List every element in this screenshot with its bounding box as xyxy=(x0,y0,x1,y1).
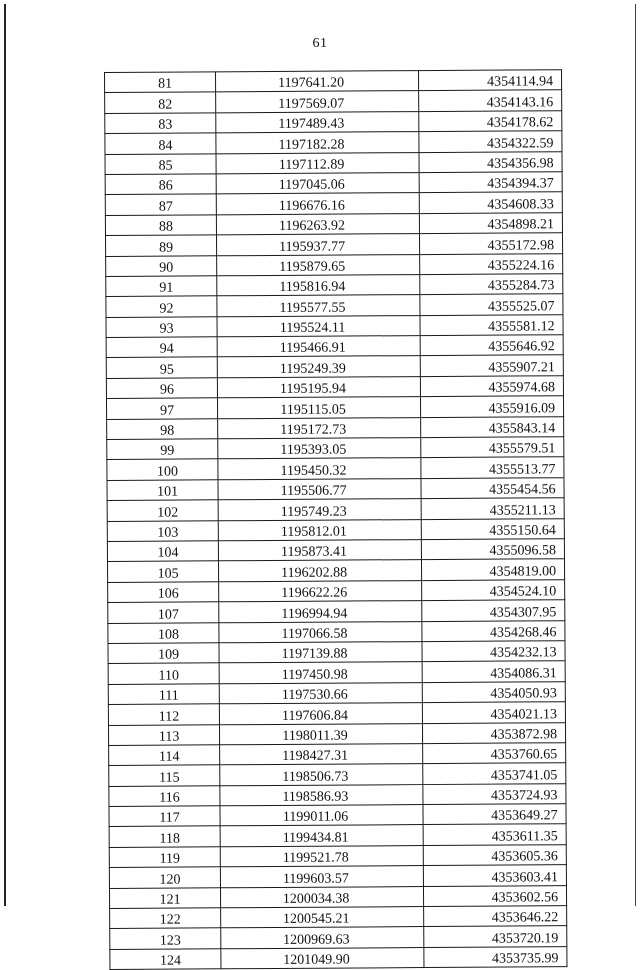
point-number-cell: 116 xyxy=(109,785,220,806)
table-row xyxy=(105,90,562,113)
y-coordinate-cell: 4353646.22 xyxy=(424,906,567,927)
table-row xyxy=(109,743,566,766)
x-coordinate-cell: 1197066.58 xyxy=(219,621,422,643)
table-row xyxy=(105,212,562,235)
y-coordinate-cell: 4355096.58 xyxy=(421,539,564,560)
point-number-cell: 96 xyxy=(106,378,217,399)
y-coordinate-cell: 4353605.36 xyxy=(423,845,566,866)
point-number-cell: 103 xyxy=(107,520,218,541)
x-coordinate-cell: 1200969.63 xyxy=(221,927,424,949)
point-number-cell: 106 xyxy=(108,582,219,603)
point-number-cell: 124 xyxy=(110,949,221,970)
x-coordinate-cell: 1200545.21 xyxy=(221,907,424,929)
x-coordinate-cell: 1196263.92 xyxy=(216,213,419,235)
table-row xyxy=(108,722,565,745)
table-row xyxy=(106,294,563,317)
x-coordinate-cell: 1195466.91 xyxy=(217,336,420,358)
x-coordinate-cell: 1196622.26 xyxy=(219,580,422,602)
point-number-cell: 107 xyxy=(108,602,219,623)
x-coordinate-cell: 1200034.38 xyxy=(220,886,423,908)
point-number-cell: 88 xyxy=(105,215,216,236)
table-row xyxy=(107,416,564,439)
x-coordinate-cell: 1197569.07 xyxy=(216,91,419,113)
point-number-cell: 92 xyxy=(106,296,217,317)
y-coordinate-cell: 4353611.35 xyxy=(423,824,566,845)
table-row xyxy=(106,355,563,378)
table-row xyxy=(109,783,566,806)
x-coordinate-cell: 1195393.05 xyxy=(218,438,421,460)
x-coordinate-cell: 1195816.94 xyxy=(217,274,420,296)
table-row xyxy=(105,110,562,133)
y-coordinate-cell: 4354322.59 xyxy=(419,131,562,152)
point-number-cell: 115 xyxy=(109,765,220,786)
y-coordinate-cell: 4355843.14 xyxy=(421,416,564,437)
point-number-cell: 100 xyxy=(107,459,218,480)
coordinate-table xyxy=(104,69,567,970)
x-coordinate-cell: 1195937.77 xyxy=(216,234,419,256)
y-coordinate-cell: 4355454.56 xyxy=(421,478,564,499)
table-row xyxy=(106,274,563,297)
point-number-cell: 105 xyxy=(107,561,218,582)
x-coordinate-cell: 1195506.77 xyxy=(218,478,421,500)
x-coordinate-cell: 1197112.89 xyxy=(216,152,419,174)
point-number-cell: 104 xyxy=(107,541,218,562)
point-number-cell: 102 xyxy=(107,500,218,521)
y-coordinate-cell: 4353760.65 xyxy=(423,743,566,764)
point-number-cell: 123 xyxy=(110,928,221,949)
y-coordinate-cell: 4353872.98 xyxy=(422,722,565,743)
point-number-cell: 99 xyxy=(107,439,218,460)
x-coordinate-cell: 1197641.20 xyxy=(216,71,419,93)
table-row xyxy=(105,192,562,215)
x-coordinate-cell: 1199011.06 xyxy=(220,805,423,827)
y-coordinate-cell: 4353720.19 xyxy=(424,926,567,947)
y-coordinate-cell: 4354268.46 xyxy=(422,620,565,641)
table-row xyxy=(108,702,565,725)
y-coordinate-cell: 4353649.27 xyxy=(423,804,566,825)
table-row xyxy=(105,70,562,93)
point-number-cell: 113 xyxy=(108,724,219,745)
y-coordinate-cell: 4355525.07 xyxy=(420,294,563,315)
y-coordinate-cell: 4353741.05 xyxy=(423,763,566,784)
point-number-cell: 95 xyxy=(106,357,217,378)
point-number-cell: 118 xyxy=(109,826,220,847)
y-coordinate-cell: 4353602.56 xyxy=(423,885,566,906)
y-coordinate-cell: 4354086.31 xyxy=(422,661,565,682)
point-number-cell: 98 xyxy=(107,418,218,439)
y-coordinate-cell: 4353603.41 xyxy=(423,865,566,886)
point-number-cell: 87 xyxy=(105,194,216,215)
x-coordinate-cell: 1195115.05 xyxy=(217,397,420,419)
y-coordinate-cell: 4355224.16 xyxy=(420,253,563,274)
x-coordinate-cell: 1197139.88 xyxy=(219,642,422,664)
table-row xyxy=(107,518,564,541)
x-coordinate-cell: 1197450.98 xyxy=(219,662,422,684)
point-number-cell: 90 xyxy=(106,255,217,276)
table-row xyxy=(109,763,566,786)
point-number-cell: 109 xyxy=(108,643,219,664)
point-number-cell: 120 xyxy=(109,867,220,888)
table-row xyxy=(108,579,565,602)
x-coordinate-cell: 1196994.94 xyxy=(219,601,422,623)
table-row xyxy=(106,396,563,419)
table-row xyxy=(109,865,566,888)
y-coordinate-cell: 4354356.98 xyxy=(419,151,562,172)
table-row xyxy=(108,681,565,704)
x-coordinate-cell: 1197045.06 xyxy=(216,173,419,195)
table-row xyxy=(110,926,567,949)
table-row xyxy=(110,906,567,929)
point-number-cell: 97 xyxy=(106,398,217,419)
y-coordinate-cell: 4355579.51 xyxy=(421,437,564,458)
y-coordinate-cell: 4355150.64 xyxy=(421,518,564,539)
y-coordinate-cell: 4354143.16 xyxy=(419,90,562,111)
x-coordinate-cell: 1201049.90 xyxy=(221,947,424,969)
table-row xyxy=(107,559,564,582)
point-number-cell: 108 xyxy=(108,622,219,643)
x-coordinate-cell: 1196676.16 xyxy=(216,193,419,215)
y-coordinate-cell: 4354114.94 xyxy=(418,70,561,91)
x-coordinate-cell: 1196202.88 xyxy=(218,560,421,582)
x-coordinate-cell: 1195249.39 xyxy=(217,356,420,378)
y-coordinate-cell: 4354524.10 xyxy=(422,579,565,600)
point-number-cell: 93 xyxy=(106,317,217,338)
x-coordinate-cell: 1197530.66 xyxy=(219,682,422,704)
table-row xyxy=(107,498,564,521)
y-coordinate-cell: 4355513.77 xyxy=(421,457,564,478)
point-number-cell: 86 xyxy=(105,174,216,195)
point-number-cell: 111 xyxy=(108,684,219,705)
table-row xyxy=(109,824,566,847)
table-row xyxy=(106,253,563,276)
point-number-cell: 94 xyxy=(106,337,217,358)
y-coordinate-cell: 4353735.99 xyxy=(424,946,567,967)
coordinate-table-body xyxy=(105,70,567,970)
table-row xyxy=(109,804,566,827)
y-coordinate-cell: 4354021.13 xyxy=(422,702,565,723)
x-coordinate-cell: 1199434.81 xyxy=(220,825,423,847)
y-coordinate-cell: 4354307.95 xyxy=(422,600,565,621)
table-row xyxy=(106,314,563,337)
x-coordinate-cell: 1198011.39 xyxy=(219,723,422,745)
point-number-cell: 122 xyxy=(110,908,221,929)
x-coordinate-cell: 1197489.43 xyxy=(216,111,419,133)
table-row xyxy=(105,172,562,195)
point-number-cell: 121 xyxy=(109,887,220,908)
x-coordinate-cell: 1198586.93 xyxy=(220,784,423,806)
table-row xyxy=(106,376,563,399)
table-row xyxy=(107,478,564,501)
x-coordinate-cell: 1199603.57 xyxy=(220,866,423,888)
x-coordinate-cell: 1195749.23 xyxy=(218,499,421,521)
point-number-cell: 119 xyxy=(109,847,220,868)
table-row xyxy=(107,539,564,562)
x-coordinate-cell: 1197606.84 xyxy=(219,703,422,725)
x-coordinate-cell: 1195812.01 xyxy=(218,519,421,541)
y-coordinate-cell: 4355284.73 xyxy=(420,274,563,295)
y-coordinate-cell: 4355646.92 xyxy=(420,335,563,356)
y-coordinate-cell: 4355581.12 xyxy=(420,314,563,335)
table-row xyxy=(105,233,562,256)
table-row xyxy=(106,335,563,358)
x-coordinate-cell: 1195172.73 xyxy=(218,417,421,439)
x-coordinate-cell: 1199521.78 xyxy=(220,845,423,867)
x-coordinate-cell: 1195873.41 xyxy=(218,540,421,562)
point-number-cell: 101 xyxy=(107,480,218,501)
table-row xyxy=(107,457,564,480)
point-number-cell: 112 xyxy=(108,704,219,725)
table-row xyxy=(105,151,562,174)
y-coordinate-cell: 4354608.33 xyxy=(419,192,562,213)
point-number-cell: 117 xyxy=(109,806,220,827)
y-coordinate-cell: 4354050.93 xyxy=(422,681,565,702)
point-number-cell: 82 xyxy=(105,92,216,113)
x-coordinate-cell: 1195450.32 xyxy=(218,458,421,480)
table-row xyxy=(109,885,566,908)
y-coordinate-cell: 4354819.00 xyxy=(421,559,564,580)
page-number: 61 xyxy=(312,36,328,51)
x-coordinate-cell: 1198427.31 xyxy=(220,743,423,765)
point-number-cell: 85 xyxy=(105,153,216,174)
x-coordinate-cell: 1195577.55 xyxy=(217,295,420,317)
x-coordinate-cell: 1195879.65 xyxy=(217,254,420,276)
point-number-cell: 83 xyxy=(105,113,216,134)
point-number-cell: 110 xyxy=(108,663,219,684)
y-coordinate-cell: 4355172.98 xyxy=(419,233,562,254)
table-row xyxy=(108,641,565,664)
x-coordinate-cell: 1197182.28 xyxy=(216,132,419,154)
table-row xyxy=(109,845,566,868)
y-coordinate-cell: 4355974.68 xyxy=(420,376,563,397)
y-coordinate-cell: 4354898.21 xyxy=(419,212,562,233)
y-coordinate-cell: 4355907.21 xyxy=(420,355,563,376)
y-coordinate-cell: 4354178.62 xyxy=(419,110,562,131)
point-number-cell: 91 xyxy=(106,276,217,297)
table-row xyxy=(108,600,565,623)
table-row xyxy=(107,437,564,460)
point-number-cell: 84 xyxy=(105,133,216,154)
table-row xyxy=(108,620,565,643)
x-coordinate-cell: 1195524.11 xyxy=(217,315,420,337)
table-row xyxy=(110,946,567,969)
table-row xyxy=(105,131,562,154)
y-coordinate-cell: 4354232.13 xyxy=(422,641,565,662)
table-row xyxy=(108,661,565,684)
point-number-cell: 89 xyxy=(105,235,216,256)
y-coordinate-cell: 4353724.93 xyxy=(423,783,566,804)
x-coordinate-cell: 1198506.73 xyxy=(220,764,423,786)
y-coordinate-cell: 4355916.09 xyxy=(420,396,563,417)
y-coordinate-cell: 4355211.13 xyxy=(421,498,564,519)
point-number-cell: 81 xyxy=(105,72,216,93)
point-number-cell: 114 xyxy=(109,745,220,766)
y-coordinate-cell: 4354394.37 xyxy=(419,172,562,193)
x-coordinate-cell: 1195195.94 xyxy=(217,376,420,398)
